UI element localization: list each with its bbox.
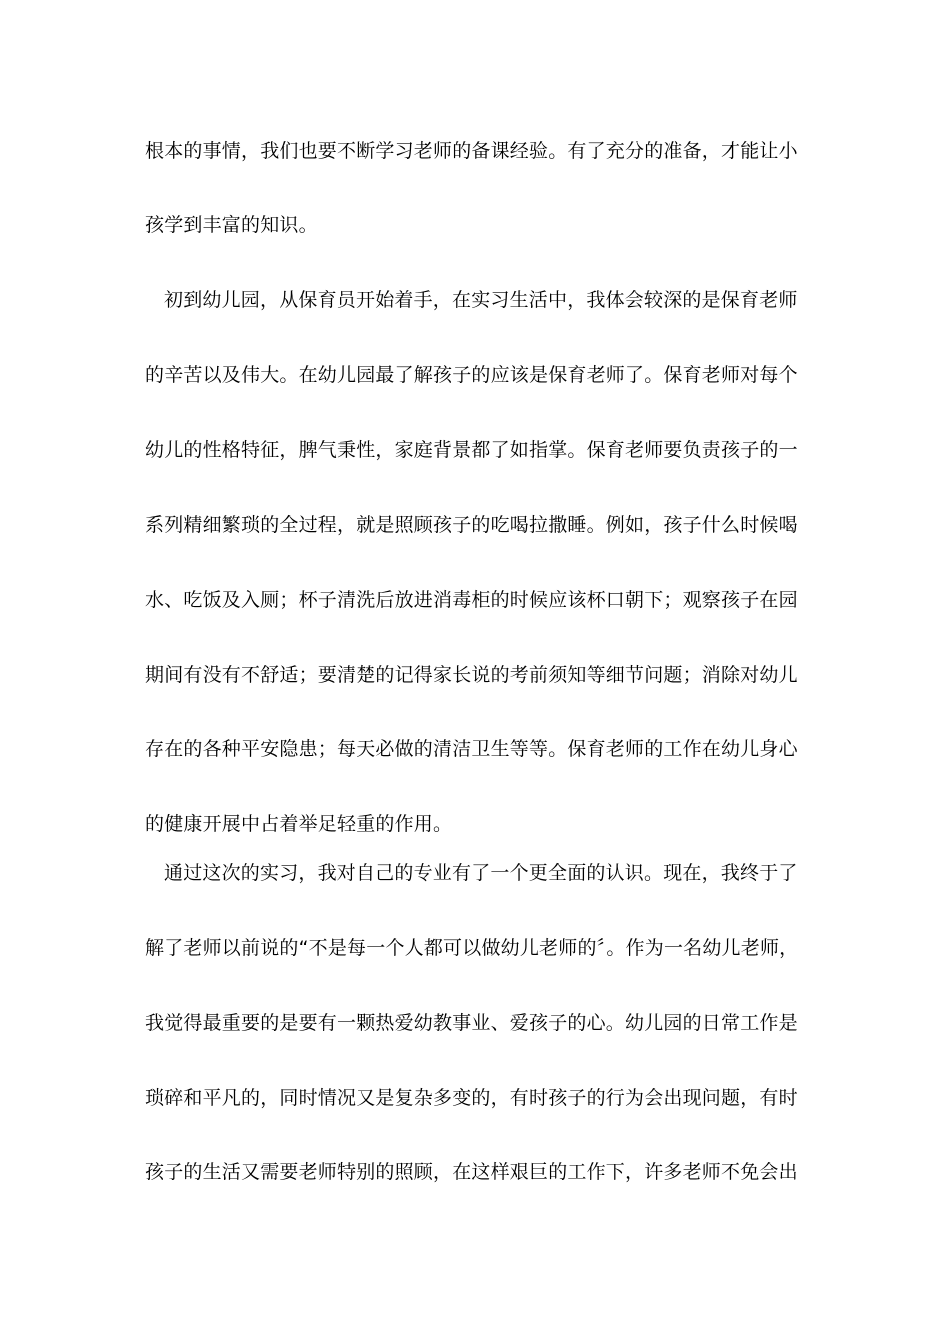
paragraph-line: 通过这次的实习，我对自己的专业有了一个更全面的认识。现在，我终于了 [164, 862, 798, 884]
paragraph-line: 孩学到丰富的知识。 [145, 214, 318, 236]
paragraph-line: 的辛苦以及伟大。在幼儿园最了解孩子的应该是保育老师了。保育老师对每个 [145, 364, 798, 386]
paragraph-line: 我觉得最重要的是要有一颗热爱幼教事业、爱孩子的心。幼儿园的日常工作是 [145, 1012, 798, 1034]
paragraph-line: 的健康开展中占着举足轻重的作用。 [145, 813, 453, 835]
paragraph-line: 初到幼儿园，从保育员开始着手，在实习生活中，我体会较深的是保育老师 [164, 289, 798, 311]
paragraph-line: 根本的事情，我们也要不断学习老师的备课经验。有了充分的准备，才能让小 [145, 140, 798, 162]
paragraph-line: 孩子的生活又需要老师特别的照顾，在这样艰巨的工作下，许多老师不免会出 [145, 1161, 798, 1183]
paragraph-line: 解了老师以前说的“不是每一个人都可以做幼儿老师的〞。作为一名幼儿老师， [145, 937, 799, 959]
paragraph-line: 存在的各种平安隐患；每天必做的清洁卫生等等。保育老师的工作在幼儿身心 [145, 738, 798, 760]
paragraph-line: 水、吃饭及入厕；杯子清洗后放进消毒柜的时候应该杯口朝下；观察孩子在园 [145, 589, 798, 611]
paragraph-line: 期间有没有不舒适；要清楚的记得家长说的考前须知等细节问题；消除对幼儿 [145, 664, 798, 686]
paragraph-line: 系列精细繁琐的全过程，就是照顾孩子的吃喝拉撒睡。例如，孩子什么时候喝 [145, 514, 798, 536]
paragraph-line: 幼儿的性格特征，脾气秉性，家庭背景都了如指掌。保育老师要负责孩子的一 [145, 439, 798, 461]
paragraph-line: 琐碎和平凡的，同时情况又是复杂多变的，有时孩子的行为会出现问题，有时 [145, 1087, 798, 1109]
